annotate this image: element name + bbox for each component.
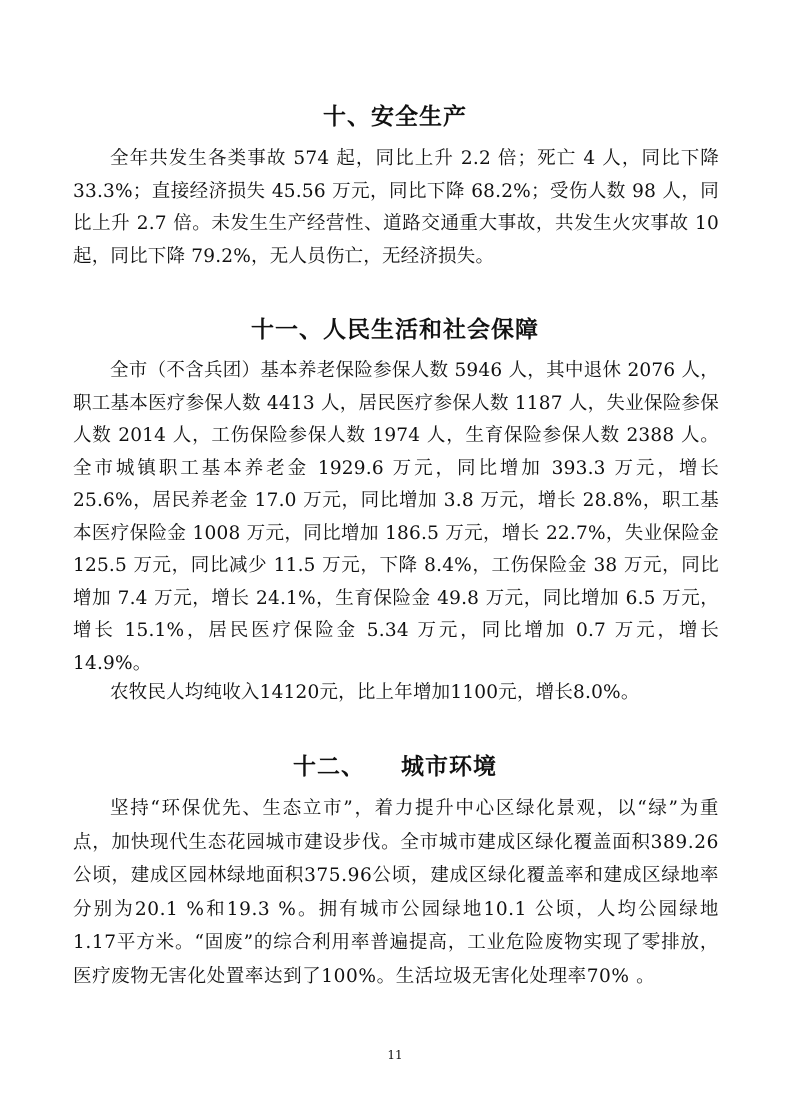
paragraph-income: 农牧民人均纯收入14120元，比上年增加1100元，增长8.0%。	[110, 682, 640, 703]
paragraph-safety: 全年共发生各类事故 574 起，同比上升 2.2 倍；死亡 4 人，同比下降 33.3%；直接经济损失 45.56 万元，同比下降 68.2%；受伤人数 98 人，同比上升 2.7 倍。未发生生产经营性、道路交通重大事故，共发生火灾事故 10 起，同比下降 79.2%，无人员伤亡，无经济损失。	[73, 148, 719, 267]
paragraph-environment: 坚持“环保优先、生态立市”，着力提升中心区绿化景观，以“绿”为重点，加快现代生态花园城市建设步伐。全市城市建成区绿化覆盖面积389.26公顷，建成区园林绿地面积375.96公顷，建成区绿化覆盖率和建成区绿地率分别为20.1 %和19.3 %。拥有城市公园绿地10.1 公顷，人均公园绿地1.17平方米。“固废”的综合利用率普遍提高，工业危险废物实现了零排放，医疗废物无害化处置率达到了100%。生活垃圾无害化处理率70% 。	[73, 798, 719, 987]
section-heading-environment-number: 十二、	[293, 754, 365, 780]
section-heading-safety: 十、安全生产	[323, 104, 467, 130]
section-heading-environment	[0, 748, 790, 781]
section-heading-environment-title: 城市环境	[401, 754, 497, 780]
paragraph-social-security: 全市（不含兵团）基本养老保险参保人数 5946 人，其中退休 2076 人，职工基本医疗参保人数 4413 人，居民医疗参保人数 1187 人，失业保险参保人数 2014 人，工伤保险参保人数 1974 人，生育保险参保人数 2388 人。全市城镇职工基本养老金 1929.6 万元，同比增加 393.3 万元，增长 25.6%，居民养老金 17.0 万元，同比增加 3.8 万元，增长 28.8%，职工基本医疗保险金 1008 万元，同比增加 186.5 万元，增长 22.7%，失业保险金 125.5 万元，同比减少 11.5 万元，下降 8.4%，工伤保险金 38 万元，同比增加 7.4 万元，增长 24.1%，生育保险金 49.8 万元，同比增加 6.5 万元，增长 15.1%，居民医疗保险金 5.34 万元，同比增加 0.7 万元，增长 14.9%。	[73, 360, 719, 674]
section-heading-livelihood: 十一、人民生活和社会保障	[251, 317, 539, 343]
page-number: 11	[387, 1048, 403, 1062]
